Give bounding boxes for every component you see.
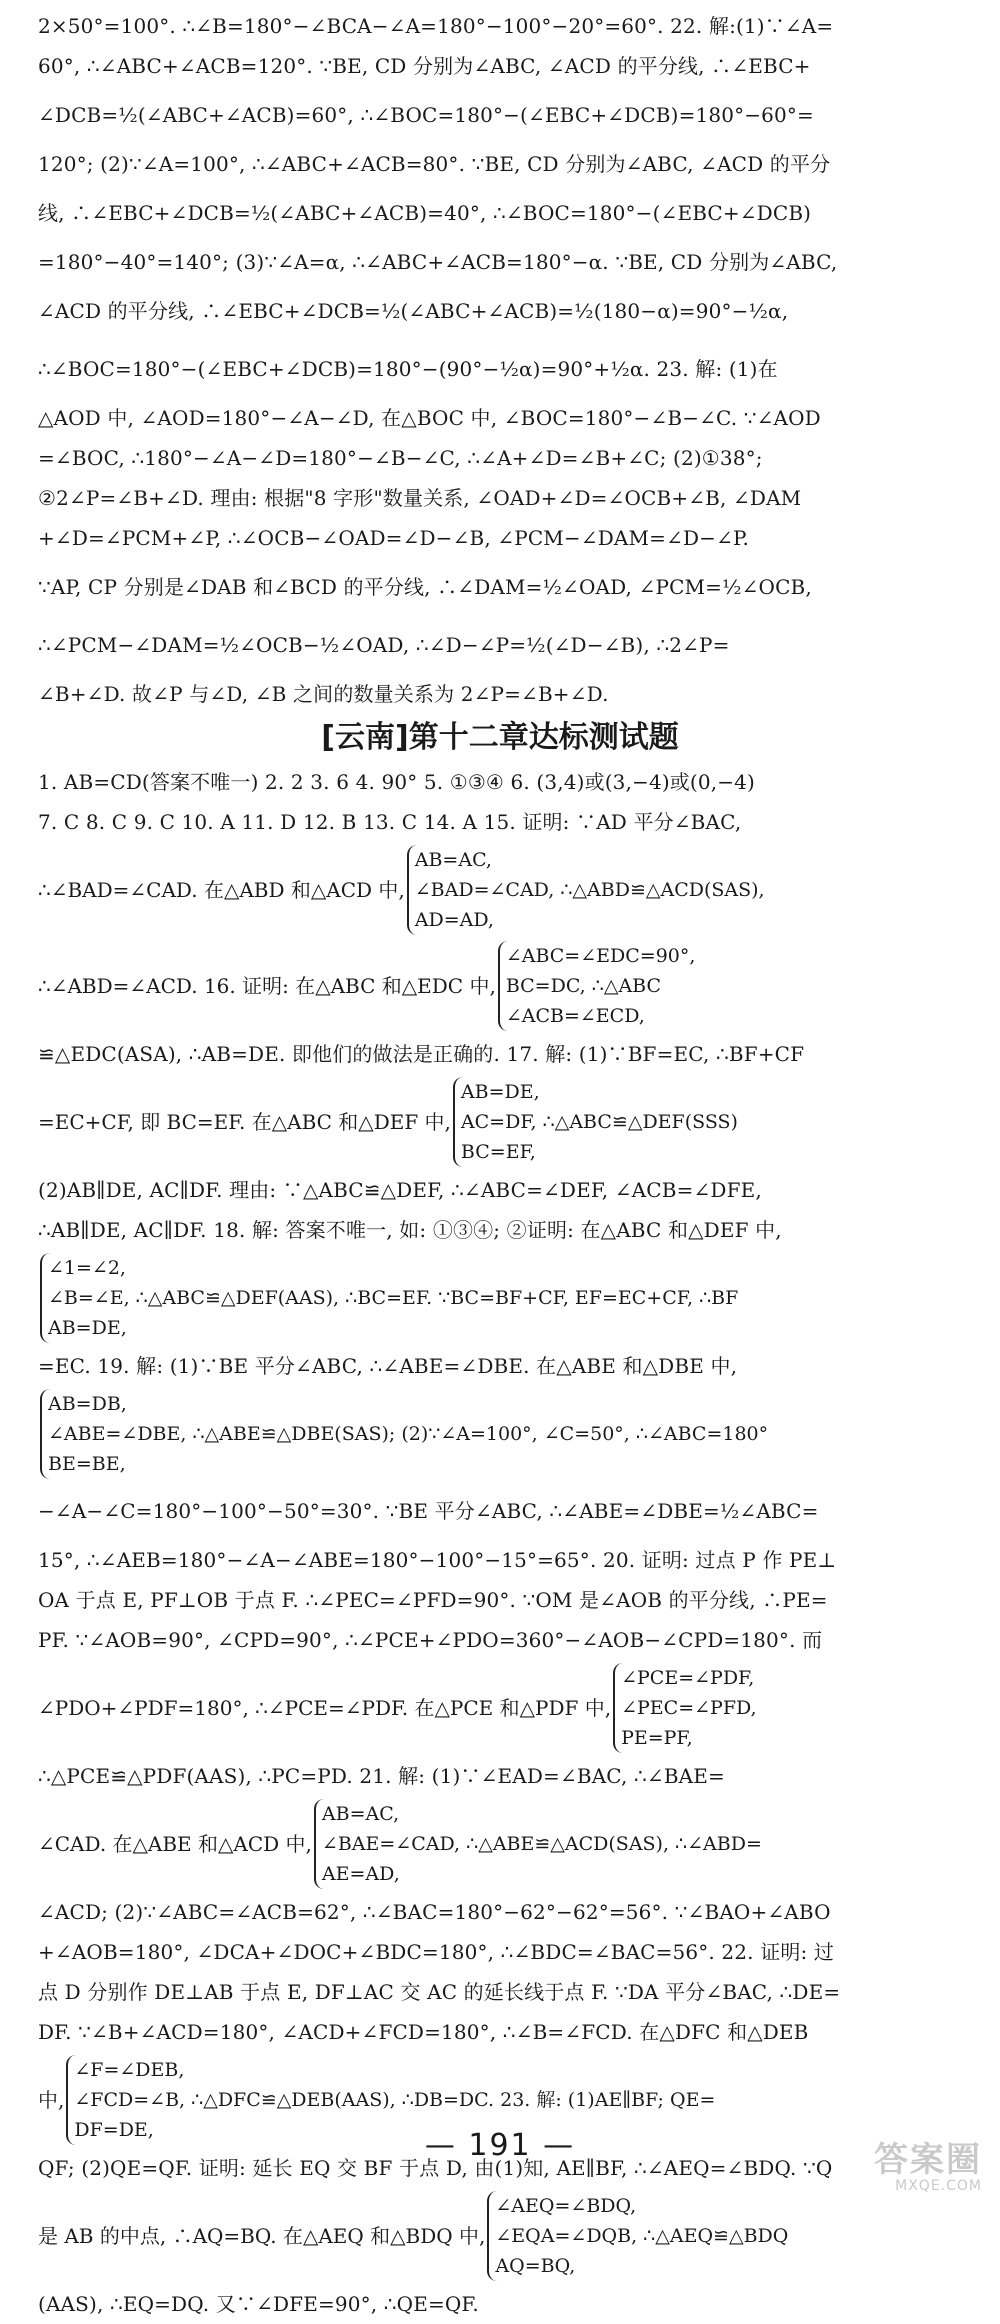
text-line: 60°, ∴∠ABC+∠ACB=120°. ∵BE, CD 分别为∠ABC, ∠ACD 的平分线, ∴∠EBC+: [38, 54, 811, 78]
brace-row: ∠PEC=∠PFD,: [621, 1697, 757, 1719]
brace-row: AD=AD,: [414, 909, 494, 931]
text-line: (AAS), ∴EQ=DQ. 又∵∠DFE=90°, ∴QE=QF.: [38, 2292, 479, 2316]
text-line: =180°−40°=140°; (3)∵∠A=α, ∴∠ABC+∠ACB=180°−α. ∵BE, CD 分别为∠ABC,: [38, 250, 838, 274]
brace-row: AB=DE,: [48, 1317, 127, 1339]
brace-row: ∠BAE=∠CAD, ∴△ABE≌△ACD(SAS), ∴∠ABD=: [321, 1833, 762, 1855]
answer-line: 7. C 8. C 9. C 10. A 11. D 12. B 13. C 14. A 15. 证明: ∵AD 平分∠BAC,: [38, 810, 742, 834]
brace-row: AB=AC,: [321, 1803, 400, 1825]
brace-row: BE=BE,: [48, 1453, 126, 1475]
equation-system-19: [38, 1386, 962, 1482]
text-line: −∠A−∠C=180°−100°−50°=30°. ∵BE 平分∠ABC, ∴∠ABE=∠DBE=½∠ABC=: [38, 1499, 819, 1523]
brace-group: [453, 1077, 738, 1167]
equation-system-23: [38, 2188, 962, 2284]
system-lead: ∠CAD. 在△ABE 和△ACD 中,: [38, 1832, 312, 1856]
brace-group: [407, 845, 765, 935]
system-lead: =EC+CF, 即 BC=EF. 在△ABC 和△DEF 中,: [38, 1110, 451, 1134]
section-title: [云南]第十二章达标测试题: [321, 720, 679, 755]
text-line: △AOD 中, ∠AOD=180°−∠A−∠D, 在△BOC 中, ∠BOC=180°−∠B−∠C. ∵∠AOD: [38, 406, 821, 430]
brace-row: ∠PCE=∠PDF,: [621, 1667, 755, 1689]
equation-system-20: [38, 1660, 962, 1756]
brace-row: ∠EQA=∠DQB, ∴△AEQ≌△BDQ: [495, 2225, 789, 2247]
equation-system-16: [38, 938, 962, 1034]
text-line: ∠ACD 的平分线, ∴∠EBC+∠DCB=½(∠ABC+∠ACB)=½(180−α)=90°−½α,: [38, 299, 789, 323]
watermark-logo: [792, 2142, 982, 2194]
brace-row: PE=PF,: [621, 1727, 693, 1749]
equation-system-18: [38, 1250, 962, 1346]
brace-group: [40, 1253, 738, 1343]
text-line: 2×50°=100°. ∴∠B=180°−∠BCA−∠A=180°−100°−20°=60°. 22. 解:(1)∵∠A=: [38, 14, 834, 38]
brace-group: [487, 2191, 788, 2281]
text-line: ∠ACD; (2)∵∠ABC=∠ACB=62°, ∴∠BAC=180°−62°−62°=56°. ∵∠BAO+∠ABO: [38, 1900, 831, 1924]
brace-row: AB=DB,: [48, 1393, 127, 1415]
answer-line: 1. AB=CD(答案不唯一) 2. 2 3. 6 4. 90° 5. ①③④ 6. (3,4)或(3,−4)或(0,−4): [38, 770, 756, 794]
system-lead: ∴∠ABD=∠ACD. 16. 证明: 在△ABC 和△EDC 中,: [38, 974, 496, 998]
text-line: ∴∠BOC=180°−(∠EBC+∠DCB)=180°−(90°−½α)=90°+½α. 23. 解: (1)在: [38, 357, 778, 381]
text-line: +∠AOB=180°, ∠DCA+∠DOC+∠BDC=180°, ∴∠BDC=∠BAC=56°. 22. 证明: 过: [38, 1940, 835, 1964]
equation-system-15: [38, 842, 962, 938]
text-line: ∴AB∥DE, AC∥DF. 18. 解: 答案不唯一, 如: ①③④; ②证明: 在△ABC 和△DEF 中,: [38, 1218, 782, 1242]
system-lead: ∴∠BAD=∠CAD. 在△ABD 和△ACD 中,: [38, 878, 405, 902]
text-line: ∠B+∠D. 故∠P 与∠D, ∠B 之间的数量关系为 2∠P=∠B+∠D.: [38, 682, 609, 706]
text-line: ∵AP, CP 分别是∠DAB 和∠BCD 的平分线, ∴∠DAM=½∠OAD, ∠PCM=½∠OCB,: [38, 575, 812, 599]
page-number: — 191 —: [424, 2128, 576, 2163]
text-line: 15°, ∴∠AEB=180°−∠A−∠ABE=180°−100°−15°=65°. 20. 证明: 过点 P 作 PE⊥: [38, 1548, 837, 1572]
text-line: =∠BOC, ∴180°−∠A−∠D=180°−∠B−∠C, ∴∠A+∠D=∠B+∠C; (2)①38°;: [38, 446, 763, 470]
text-line: ②2∠P=∠B+∠D. 理由: 根据"8 字形"数量关系, ∠OAD+∠D=∠OCB+∠B, ∠DAM: [38, 486, 802, 510]
brace-row: ∠ACB=∠ECD,: [505, 1005, 645, 1027]
text-line: (2)AB∥DE, AC∥DF. 理由: ∵△ABC≌△DEF, ∴∠ABC=∠DEF, ∠ACB=∠DFE,: [38, 1178, 762, 1202]
equation-system-21: [38, 1796, 962, 1892]
text-line: +∠D=∠PCM+∠P, ∴∠OCB−∠OAD=∠D−∠B, ∠PCM−∠DAM=∠D−∠P.: [38, 526, 750, 550]
brace-row: AB=DE,: [460, 1081, 540, 1103]
text-line: DF. ∵∠B+∠ACD=180°, ∠ACD+∠FCD=180°, ∴∠B=∠FCD. 在△DFC 和△DEB: [38, 2020, 809, 2044]
brace-row: BC=EF,: [460, 1141, 536, 1163]
brace-group: [314, 1799, 762, 1889]
text-line: 点 D 分别作 DE⊥AB 于点 E, DF⊥AC 交 AC 的延长线于点 F. ∵DA 平分∠BAC, ∴DE=: [38, 1980, 841, 2004]
text-line: ∠DCB=½(∠ABC+∠ACB)=60°, ∴∠BOC=180°−(∠EBC+∠DCB)=180°−60°=: [38, 103, 814, 127]
brace-row: ∠AEQ=∠BDQ,: [495, 2195, 637, 2217]
text-line: =EC. 19. 解: (1)∵BE 平分∠ABC, ∴∠ABE=∠DBE. 在△ABE 和△DBE 中,: [38, 1354, 738, 1378]
text-line: 120°; (2)∵∠A=100°, ∴∠ABC+∠ACB=80°. ∵BE, CD 分别为∠ABC, ∠ACD 的平分: [38, 152, 831, 176]
watermark-text: 答案圈: [874, 2140, 982, 2180]
brace-row: BC=DC, ∴△ABC: [505, 975, 662, 997]
text-line: ∴∠PCM−∠DAM=½∠OCB−½∠OAD, ∴∠D−∠P=½(∠D−∠B), ∴2∠P=: [38, 633, 730, 657]
equation-system-17: [38, 1074, 962, 1170]
text-line: ≌△EDC(ASA), ∴AB=DE. 即他们的做法是正确的. 17. 解: (1)∵BF=EC, ∴BF+CF: [38, 1042, 805, 1066]
brace-row: AB=AC,: [414, 849, 492, 871]
text-line: 线, ∴∠EBC+∠DCB=½(∠ABC+∠ACB)=40°, ∴∠BOC=180°−(∠EBC+∠DCB): [38, 201, 812, 225]
text-line: ∴△PCE≌△PDF(AAS), ∴PC=PD. 21. 解: (1)∵∠EAD=∠BAC, ∴∠BAE=: [38, 1764, 725, 1788]
brace-row: ∠ABE=∠DBE, ∴△ABE≌△DBE(SAS); (2)∵∠A=100°, ∠C=50°, ∴∠ABC=180°: [48, 1423, 769, 1445]
text-line: QF; (2)QE=QF. 证明: 延长 EQ 交 BF 于点 D, 由(1)知, AE∥BF, ∴∠AEQ=∠BDQ. ∵Q: [38, 2156, 833, 2180]
brace-row: AC=DF, ∴△ABC≌△DEF(SSS): [460, 1111, 738, 1133]
brace-group: [40, 1389, 768, 1479]
text-line: OA 于点 E, PF⊥OB 于点 F. ∴∠PEC=∠PFD=90°. ∵OM 是∠AOB 的平分线, ∴PE=: [38, 1588, 828, 1612]
brace-row: ∠B=∠E, ∴△ABC≌△DEF(AAS), ∴BC=EF. ∵BC=BF+CF, EF=EC+CF, ∴BF: [48, 1287, 739, 1309]
brace-group: [498, 941, 696, 1031]
brace-row: DF=DE,: [74, 2119, 154, 2141]
brace-row: ∠1=∠2,: [48, 1257, 126, 1279]
brace-row: AQ=BQ,: [495, 2255, 576, 2277]
system-lead: 中,: [38, 2088, 65, 2112]
brace-row: ∠BAD=∠CAD, ∴△ABD≌△ACD(SAS),: [414, 879, 765, 901]
brace-row: ∠F=∠DEB,: [74, 2059, 185, 2081]
brace-row: AE=AD,: [321, 1863, 400, 1885]
watermark-url: MXQE.COM: [895, 2178, 982, 2194]
brace-row: ∠FCD=∠B, ∴△DFC≌△DEB(AAS), ∴DB=DC. 23. 解: (1)AE∥BF; QE=: [74, 2089, 716, 2111]
text-line: PF. ∵∠AOB=90°, ∠CPD=90°, ∴∠PCE+∠PDO=360°−∠AOB−∠CPD=180°. 而: [38, 1628, 823, 1652]
brace-group: [613, 1663, 757, 1753]
brace-row: ∠ABC=∠EDC=90°,: [505, 945, 696, 967]
system-lead: ∠PDO+∠PDF=180°, ∴∠PCE=∠PDF. 在△PCE 和△PDF 中,: [38, 1696, 612, 1720]
system-lead: 是 AB 的中点, ∴AQ=BQ. 在△AEQ 和△BDQ 中,: [38, 2224, 486, 2248]
